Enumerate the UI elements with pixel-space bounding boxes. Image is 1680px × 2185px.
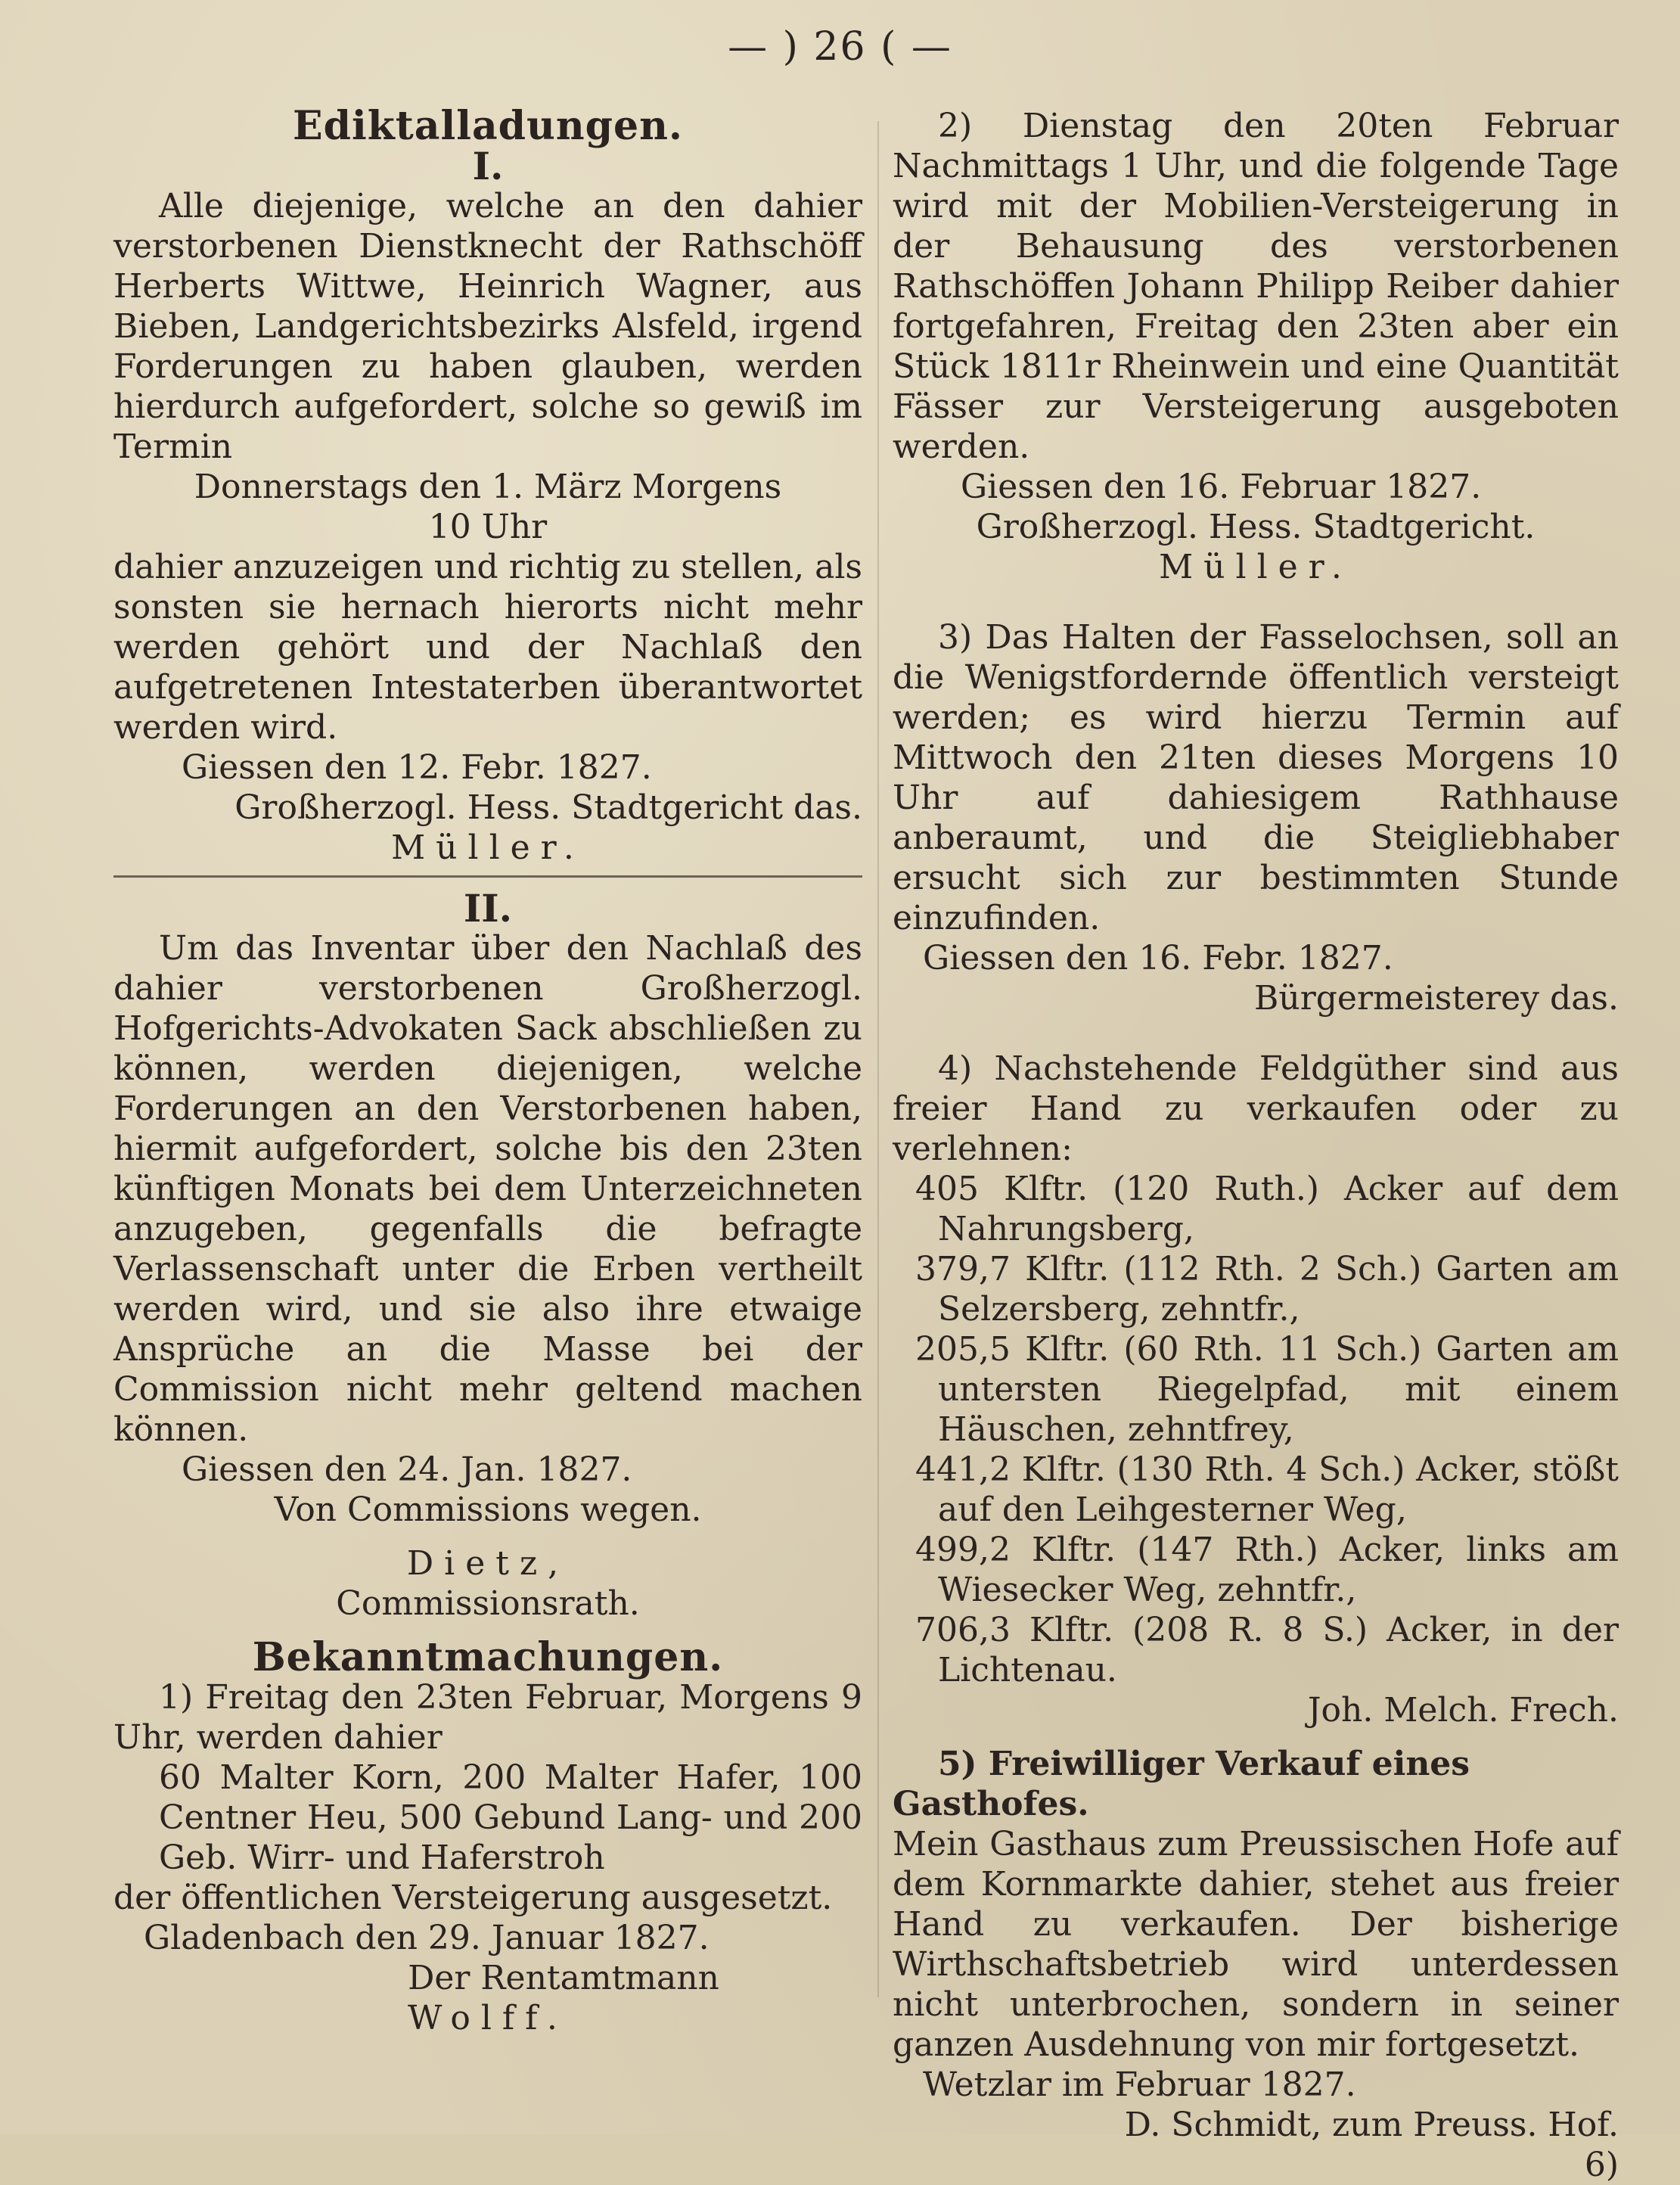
- item2-signature: Müller.: [1159, 548, 1352, 586]
- right-column: [893, 106, 1619, 2185]
- section-divider: [113, 875, 862, 878]
- section2-body: Um das Inventar über den Nachlaß des dahier verstorbenen Großherzogl. Hofgerichts-Advokaten Sack abschließen zu können, werden diejenigen, welche Forderungen an den Verstorbenen haben, hiermit aufgefordert, solche bis den 23ten künftigen Monats bei dem Unterzeichneten anzugeben, gegenfalls die befragte Verlassenschaft unter die Erben vertheilt werden wird, und sie also ihre etwaige Ansprüche an die Masse bei der Commission nicht mehr geltend machen können.: [113, 929, 862, 1449]
- section1-signature: Müller.: [391, 828, 585, 867]
- section-title-ediktalladungen: Ediktalladungen.: [292, 103, 684, 149]
- section1-term-line2: 10 Uhr: [428, 508, 548, 546]
- item3-authority: Bürgermeisterey das.: [1254, 979, 1619, 1018]
- item4-intro: 4) Nachstehende Feldgüther sind aus freier Hand zu verkaufen oder zu verlehnen:: [893, 1049, 1619, 1168]
- item4-plot: 205,5 Klftr. (60 Rth. 11 Sch.) Garten am untersten Riegelpfad, mit einem Häuschen, zehntfrey,: [915, 1330, 1619, 1449]
- item1-intro: 1) Freitag den 23ten Februar, Morgens 9 Uhr, werden dahier: [113, 1678, 862, 1757]
- section1-body: Alle diejenige, welche an den dahier verstorbenen Dienstknecht der Rathschöff Herberts Wittwe, Heinrich Wagner, aus Bieben, Landgerichtsbezirks Alsfeld, irgend Forderungen zu haben glauben, werden hierdurch aufgefordert, solche so gewiß im Termin: [113, 187, 862, 466]
- item4-plot: 706,3 Klftr. (208 R. 8 S.) Acker, in der Lichtenau.: [915, 1611, 1619, 1689]
- item1-goods: 60 Malter Korn, 200 Malter Hafer, 100 Centner Heu, 500 Gebund Lang- und 200 Geb. Wirr- und Haferstroh: [159, 1758, 862, 1877]
- item5-signature: D. Schmidt, zum Preuss. Hof.: [1124, 2106, 1619, 2144]
- item5-body: Mein Gasthaus zum Preussischen Hofe auf dem Kornmarkte dahier, stehet aus freier Hand zu verkaufen. Der bisherige Wirthschaftsbetrieb wird unterdessen nicht unterbrochen, sondern in seiner ganzen Ausdehnung von mir fortgesetzt.: [893, 1825, 1619, 2064]
- section2-date: Giessen den 24. Jan. 1827.: [182, 1450, 632, 1489]
- page-number: — ) 26 ( —: [728, 24, 952, 70]
- section1-body2: dahier anzuzeigen und richtig zu stellen, als sonsten sie hernach hierorts nicht mehr werden gehört und der Nachlaß den aufgetretenen Intestaterben überantwortet werden wird.: [113, 548, 862, 747]
- item4-plot: 499,2 Klftr. (147 Rth.) Acker, links am Wiesecker Weg, zehntfr.,: [915, 1531, 1619, 1609]
- section2-signature: Dietz,: [406, 1544, 570, 1583]
- item2-body: 2) Dienstag den 20ten Februar Nachmittags 1 Uhr, und die folgende Tage wird mit der Mobilien-Versteigerung in der Behausung des verstorbenen Rathschöffen Johann Philipp Reiber dahier fortgefahren, Freitag den 23ten aber ein Stück 1811r Rheinwein und eine Quantität Fässer zur Versteigerung ausgeboten werden.: [893, 107, 1619, 466]
- item4-plot: 379,7 Klftr. (112 Rth. 2 Sch.) Garten am Selzersberg, zehntfr.,: [915, 1250, 1619, 1329]
- item5-date: Wetzlar im Februar 1827.: [923, 2065, 1356, 2104]
- item2-authority: Großherzogl. Hess. Stadtgericht.: [976, 508, 1536, 546]
- section2-title: Commissionsrath.: [336, 1584, 640, 1623]
- section2-authority: Von Commissions wegen.: [274, 1490, 702, 1529]
- section-numeral-2: II.: [463, 886, 513, 931]
- item1-authority: Der Rentamtmann: [408, 1959, 719, 1997]
- section1-authority: Großherzogl. Hess. Stadtgericht das.: [234, 788, 862, 827]
- section1-date: Giessen den 12. Febr. 1827.: [182, 748, 652, 787]
- item3-date: Giessen den 16. Febr. 1827.: [923, 939, 1393, 978]
- item1-outro: der öffentlichen Versteigerung ausgesetzt.: [113, 1879, 833, 1917]
- left-column: [113, 103, 862, 2038]
- section-title-bekanntmachungen: Bekanntmachungen.: [252, 1634, 724, 1680]
- item3-body: 3) Das Halten der Fasselochsen, soll an die Wenigstfordernde öffentlich versteigt werden; es wird hierzu Termin auf Mittwoch den 21ten dieses Morgens 10 Uhr auf dahiesigem Rathhause anberaumt, und die Steigliebhaber ersucht sich zur bestimmten Stunde einzufinden.: [893, 618, 1619, 937]
- item1-signature: Wolff.: [408, 1999, 568, 2037]
- item4-plot: 405 Klftr. (120 Ruth.) Acker auf dem Nahrungsberg,: [915, 1170, 1619, 1248]
- item4-plot: 441,2 Klftr. (130 Rth. 4 Sch.) Acker, stößt auf den Leihgesterner Weg,: [915, 1450, 1619, 1529]
- item1-date: Gladenbach den 29. Januar 1827.: [144, 1919, 710, 1957]
- item2-date: Giessen den 16. Februar 1827.: [961, 468, 1482, 506]
- section-numeral-1: I.: [472, 144, 504, 188]
- item5-catchword: 6): [1584, 2146, 1619, 2184]
- column-separator: [877, 121, 879, 1997]
- item5-heading: 5) Freiwilliger Verkauf eines Gasthofes.: [893, 1745, 1470, 1823]
- section1-term-line1: Donnerstags den 1. März Morgens: [194, 468, 782, 506]
- item4-signature: Joh. Melch. Frech.: [1307, 1691, 1619, 1730]
